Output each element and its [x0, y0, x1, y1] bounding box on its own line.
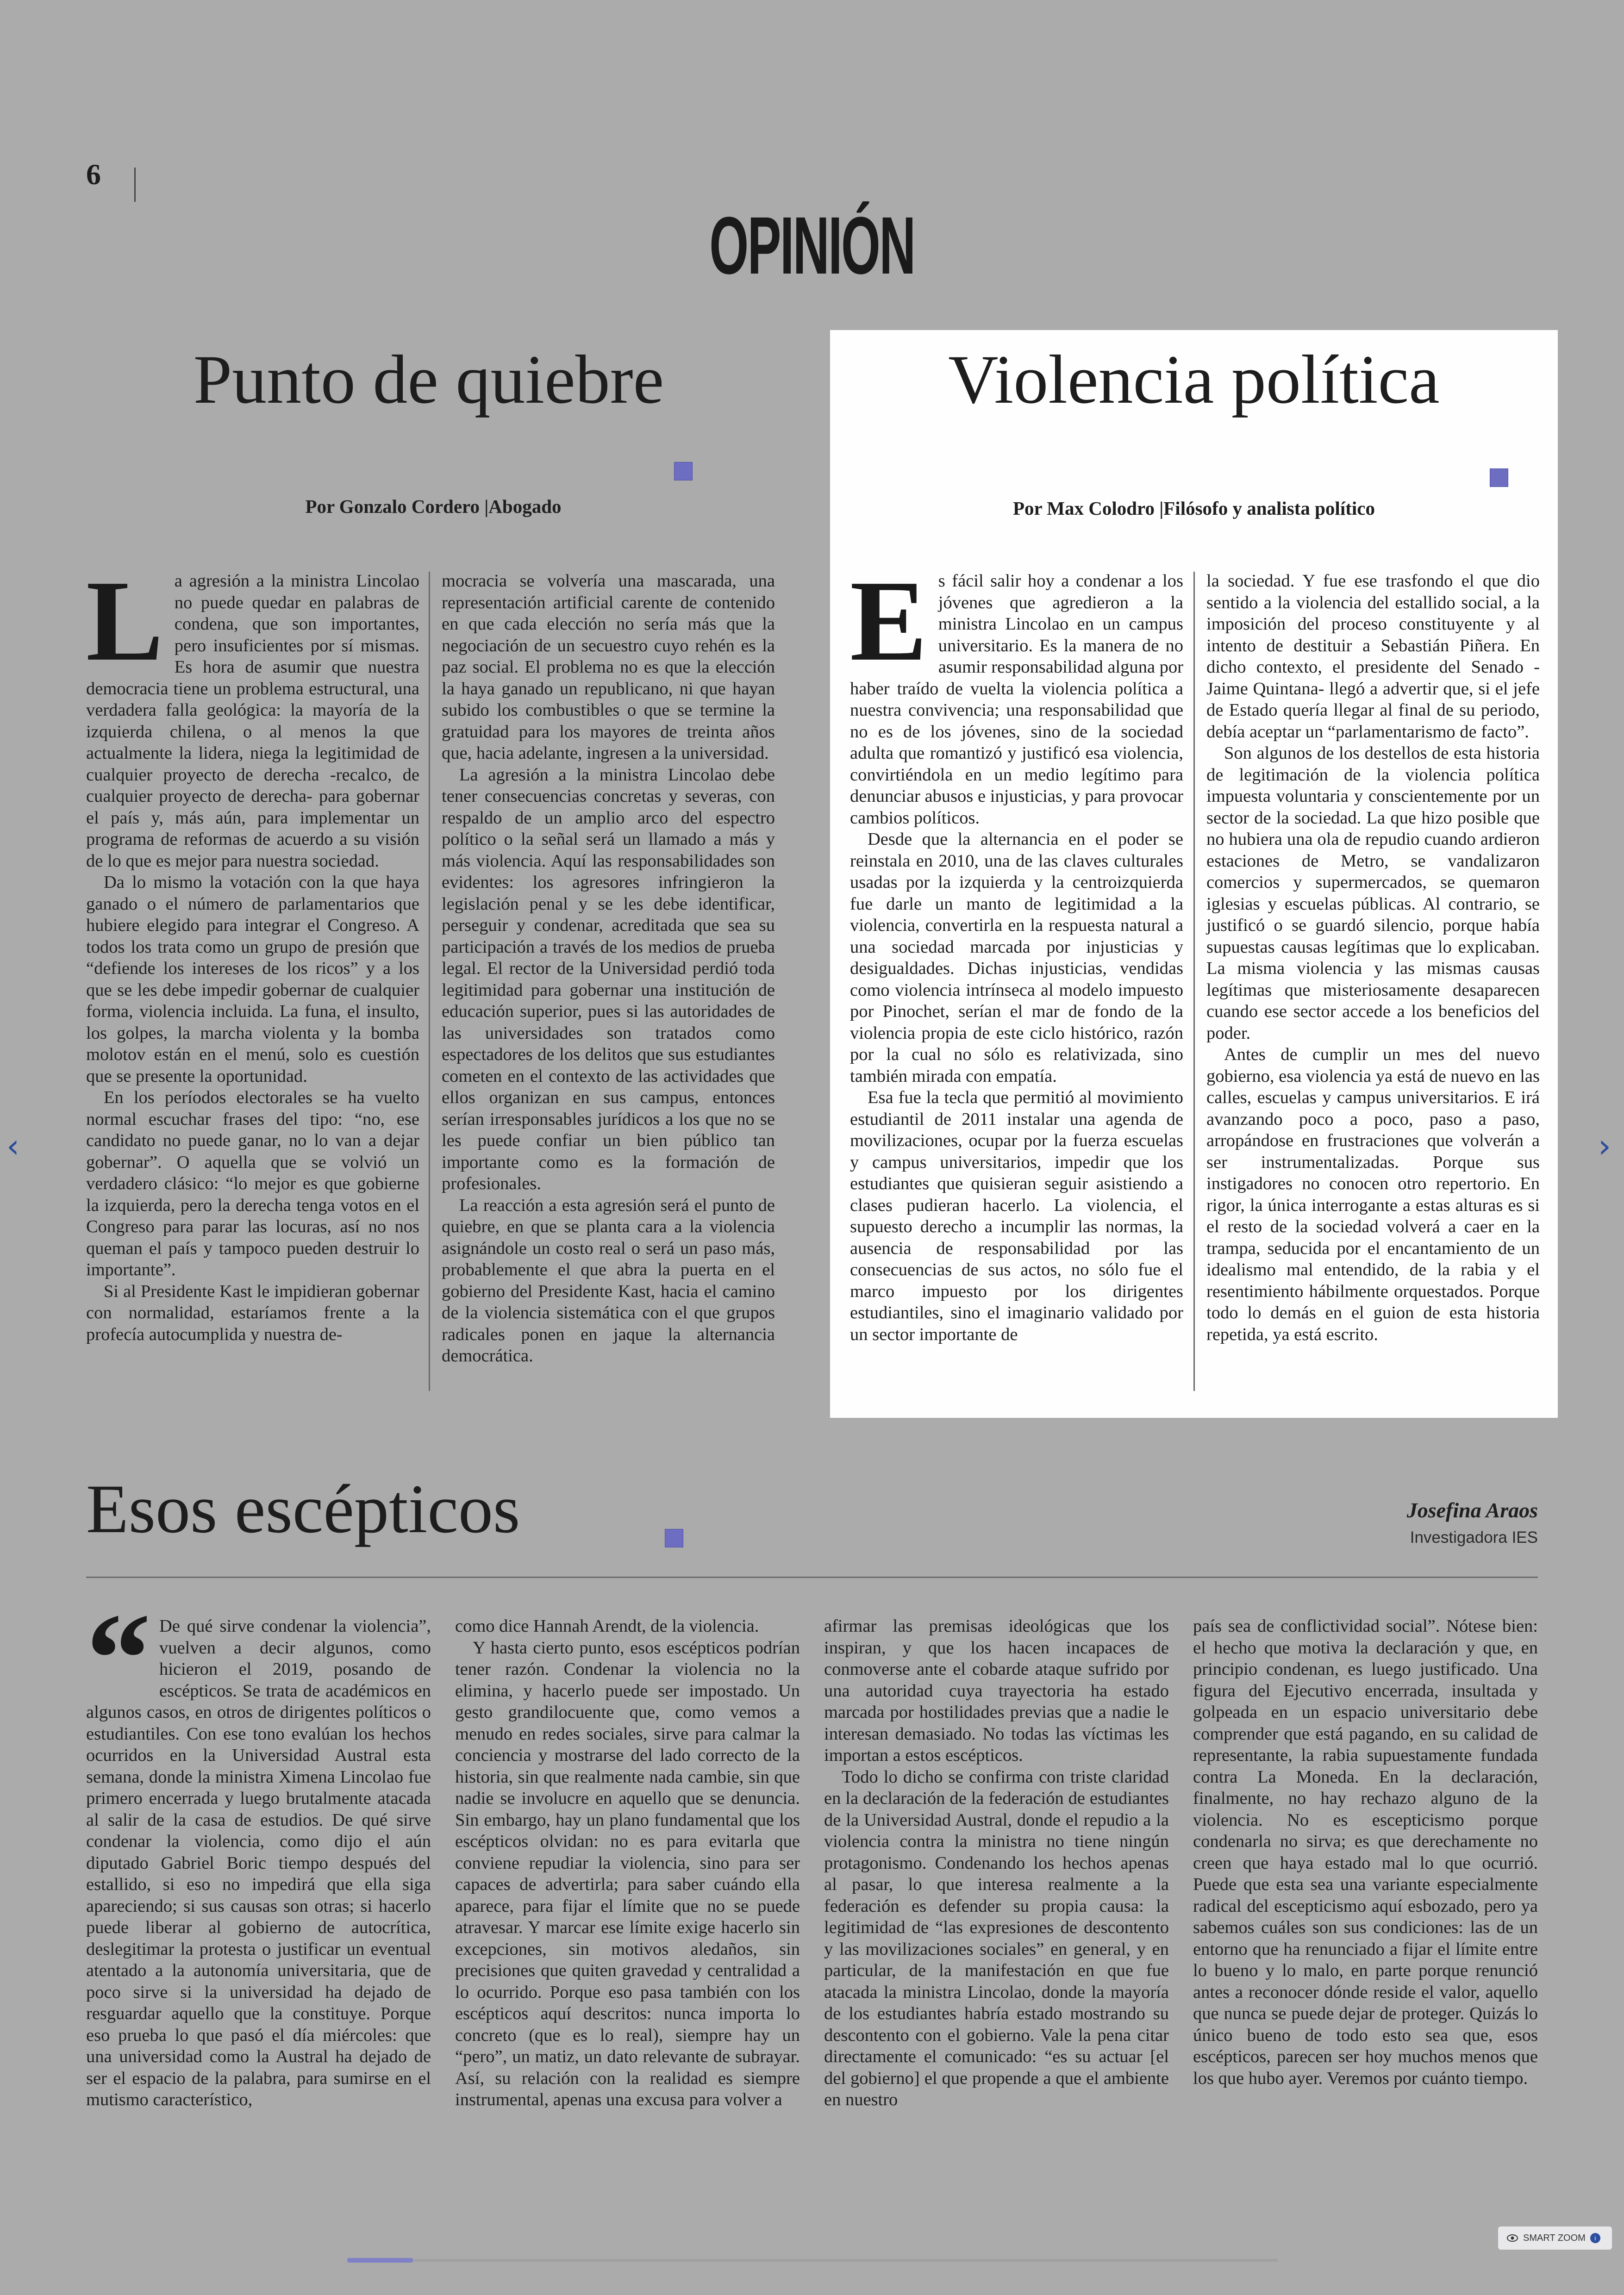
- column-divider: [1193, 572, 1195, 1391]
- paragraph: Antes de cumplir un mes del nuevo gobierno, esa violencia ya está de nuevo en las calles, escuelas y campus universitarios. E irá avanzando poco a poco, paso a paso, arropándose en frustraciones que volverán a ser instrumentalizadas. Porque sus instigadores no conocen otro repertorio. En rigor, la única interrogante a estas alturas es si el resto de la sociedad volverá a caer en la trampa, seducida por el encantamiento de un idealismo mal entendido, de la rabia y el resentimiento hábilmente orquestados. Porque todo lo demás en el guion de esta historia repetida, ya está escrito.: [1206, 1045, 1540, 1344]
- drop-cap: E: [850, 557, 927, 685]
- scroll-thumb[interactable]: [347, 2258, 413, 2263]
- left-article-column-2: [442, 570, 775, 1367]
- paragraph: Si al Presidente Kast le impidieran gobernar con normalidad, estaríamos frente a la profecía autocumplida y nuestra de-: [86, 1281, 419, 1344]
- paragraph: Son algunos de los destellos de esta historia de legitimación de la violencia política impuesta voluntaria y conscientemente por un sector de la sociedad. La que hizo posible que no hubiera una ola de repudio cuando ardieron estaciones de Metro, se vandalizaron comercios y supermercados, se quemaron iglesias y escuelas públicas. Al contrario, se justificó o se guardó silencio, porque había supuestas causas legítimas que lo explicaban. La misma violencia y las mismas causas legítimas que misteriosamente desaparecen cuando ese sector accede a los beneficios del poder.: [1206, 743, 1540, 1043]
- bottom-article-column-1: [86, 1586, 431, 2111]
- left-article-byline: Por Gonzalo Cordero |Abogado: [305, 496, 562, 517]
- right-article-column-2: [1206, 570, 1540, 1345]
- paragraph: a agresión a la ministra Lincolao no puede quedar en palabras de condena, que son importantes, pero insuficientes por sí mismas. Es hora de asumir que nuestra democracia tiene un problema estructural, una verdadera falla geológica: la mayoría de la izquierda chilena, o al menos la que actualmente la lidera, niega la legitimidad de cualquier proyecto de derecha -recalco, de cualquier proyecto de derecha- para gobernar el país y, más aún, para implementar un programa de reformas de acuerdo a su visión de lo que es mejor para nuestra sociedad.: [86, 571, 419, 871]
- info-badge: i: [1590, 2233, 1600, 2243]
- paragraph: Da lo mismo la votación con la que haya ganado o el número de parlamentarios que hubiere elegido para integrar el Congreso. A todos los trata como un grupo de presión que “defiende los intereses de los ricos” y a los que se les debe impedir gobernar de cualquier forma, violencia incluida. La funa, el insulto, los golpes, la marcha violenta y la bomba molotov están en el menú, solo es cuestión que se presente la oportunidad.: [86, 873, 419, 1086]
- bottom-article-column-2: [455, 1615, 800, 2111]
- paragraph: país sea de conflictividad social”. Nótese bien: el hecho que motiva la declaración y que, en principio condenan, es luego justificado. Una figura del Ejecutivo encerrada, insultada y golpeada en un espacio universitario debe comprender que está pagando, en su calidad de representante, la rabia supuestamente fundada contra La Moneda. En la declaración, finalmente, no hay rechazo alguno de la violencia. No es escepticismo porque condenarla no sirva; es que derechamente no creen que haya estado mal lo que ocurrió. Puede que esta sea una variante especialmente radical del escepticismo aquí esbozado, pero ya sabemos cuáles son sus condiciones: las de un entorno que ha renunciado a fijar el límite entre lo bueno y lo malo, en parte porque renunció antes a reconocer dónde reside el valor, aquello que nunca se puede dejar de proteger. Quizás lo único bueno de todo esto sea que, esos escépticos, parecen ser hoy muchos menos que los que hubo ayer. Veremos por cuánto tiempo.: [1193, 1616, 1538, 2088]
- opening-quote-mark: “: [86, 1586, 151, 1730]
- next-page-arrow-icon[interactable]: ›: [1598, 1127, 1611, 1165]
- paragraph: Todo lo dicho se confirma con triste claridad en la declaración de la federación de estudiantes de la Universidad Austral, donde el repudio a la violencia contra la ministra no tiene ningún protagonismo. Condenando los hechos apenas al pasar, lo que interesa realmente a la federación es defender su propia causa: la legitimidad de “las expresiones de descontento y las movilizaciones sociales” en general, y en particular, de la manifestación en que fue atacada la ministra Lincolao, donde la mayoría de los estudiantes habría estado mostrando su descontento con el gobierno. Vale la pena citar directamente el comunicado: “es su actuar [el del gobierno] el que propende a que el ambiente en nuestro: [824, 1767, 1169, 2109]
- bottom-article-author: Josefina Araos: [1406, 1498, 1538, 1522]
- article-marker-right[interactable]: [1490, 468, 1508, 487]
- eye-icon: [1506, 2234, 1518, 2242]
- paragraph: afirmar las premisas ideológicas que los inspiran, y que los hacen incapaces de conmoverse ante el cobarde ataque sufrido por una autoridad cuya trayectoria ha estado marcada por hostilidades previas que a nadie le interesan demasiado. No todas las víctimas les importan a estos escépticos.: [824, 1616, 1169, 1765]
- left-article-title: Punto de quiebre: [193, 341, 664, 418]
- bottom-article-column-3: [824, 1615, 1169, 2111]
- bottom-article-author-role: Investigadora IES: [1410, 1528, 1538, 1547]
- paragraph: La reacción a esta agresión será el punto de quiebre, en que se planta cara a la violencia asignándole un costo real o será un paso más, probablemente el que abra la puerta en el gobierno del Presidente Kast, hacia el camino de la violencia sistemática con el que grupos radicales ponen en jaque la alternancia democrática.: [442, 1195, 775, 1366]
- drop-cap: L: [86, 557, 163, 685]
- paragraph: En los períodos electorales se ha vuelto normal escuchar frases del tipo: “no, ese candidato no puede ganar, no lo van a dejar gobernar”. O aquella que se volvió un verdadero clásico: “lo mejor es que gobierne la izquierda, pero la derecha tenga votos en el Congreso para parar las locuras, así no nos queman el país y tampoco pueden destruir lo importante”.: [86, 1088, 419, 1279]
- paragraph: La agresión a la ministra Lincolao debe tener consecuencias concretas y severas, con respaldo de un amplio arco del espectro político o la señal será un llamado a más y más violencia. Aquí las responsabilidades son evidentes: los agresores infringieron la legislación penal y se les debe identificar, perseguir y condenar, acreditada que sea su participación a través de los medios de prueba legal. El rector de la Universidad perdió toda legitimidad para gobernar una institución de educación superior, pues si las autoridades de las universidades son tratados como espectadores de los delitos que sus estudiantes cometen en el contexto de las actividades que ellos organizan en sus campus, entonces serían irresponsables jurídicos a los que no se les puede confiar un bien público tan importante como es la formación de profesionales.: [442, 765, 775, 1193]
- article-marker-bottom[interactable]: [665, 1529, 683, 1547]
- paragraph: Desde que la alternancia en el poder se reinstala en 2010, una de las claves culturales usadas por la izquierda y la centroizquierda fue darle un manto de legitimidad a la violencia, convertirla en la respuesta natural a una sociedad marcada por injusticias y desigualdades. Dichas injusticias, vendidas como violencia intrínseca al modelo impuesto por Pinochet, serían el mar de fondo de la violencia propia de este ciclo histórico, razón por la cual no sólo es relativizada, sino también mirada con empatía.: [850, 829, 1183, 1086]
- bottom-article-title: Esos escépticos: [86, 1471, 520, 1547]
- page-number: 6: [86, 158, 101, 191]
- scroll-track[interactable]: [347, 2259, 1278, 2262]
- article-marker-left[interactable]: [674, 462, 693, 480]
- prev-page-arrow-icon[interactable]: ‹: [6, 1127, 19, 1165]
- smart-zoom-label: SMART ZOOM: [1523, 2233, 1586, 2243]
- section-title: OPINIÓN: [709, 200, 915, 291]
- paragraph: De qué sirve condenar la violencia”, vuelven a decir algunos, como hicieron el 2019, posando de escépticos. Se trata de académicos en algunos casos, en otros de dirigentes políticos o estudiantiles. Con ese tono evalúan los hechos ocurridos en la Universidad Austral esta semana, donde la ministra Ximena Lincolao fue primero encerrada y luego brutalmente atacada al salir de la casa de estudios. De qué sirve condenar la violencia, como dijo el aún diputado Gabriel Boric tiempo después del estallido, si eso no impedirá que ella siga apareciendo; si sus causas son otras; si hacerlo puede liberar al gobierno de autocrítica, deslegitimar la protesta o justificar un eventual atentado a la autonomía universitaria, que de poco sirve si la universidad ha dejado de resguardar aquello que la constituye. Porque eso prueba lo que pasó el día miércoles: que una universidad como la Austral ha dejado de ser el espacio de la palabra, para sumirse en el mutismo característico,: [86, 1616, 431, 2109]
- paragraph: la sociedad. Y fue ese trasfondo el que dio sentido a la violencia del estallido social, a la imposición del proceso constituyente y al intento de destituir a Sebastián Piñera. En dicho contexto, el presidente del Senado -Jaime Quintana- llegó a advertir que, si el jefe de Estado quería llegar al final de su periodo, debía aceptar un “parlamentarismo de facto”.: [1206, 571, 1540, 742]
- paragraph: Y hasta cierto punto, esos escépticos podrían tener razón. Condenar la violencia no la elimina, y hacerlo puede ser impostado. Un gesto grandilocuente que, como vemos a menudo en redes sociales, sirve para calmar la conciencia y mostrarse del lado correcto de la historia, sin que realmente nada cambie, sin que nadie se involucre en aquello que se denuncia. Sin embargo, hay un plano fundamental que los escépticos olvidan: no es para evitarla que conviene repudiar la violencia, sino para ser capaces de advertirla; para saber cuándo ella aparece, para fijar el límite que no se puede atravesar. Y marcar ese límite exige hacerlo sin excepciones, sin motivos aledaños, sin precisiones que quiten gravedad y centralidad a lo ocurrido. Porque eso pasa también con los escépticos aquí descritos: nunca importa lo concreto (que es lo real), siempre hay un “pero”, un matiz, un dato relevante de subrayar. Así, su relación con la realidad es siempre instrumental, apenas una excusa para volver a: [455, 1638, 800, 2109]
- paragraph: mocracia se volvería una mascarada, una representación artificial carente de contenido en que cada elección no sería más que la negociación de un secuestro cuyo rehén es la paz social. El problema no es que la elección la haya ganado un republicano, ni que hayan subido los combustibles o que se termine la gratuidad para los mayores de treinta años que, hacia adelante, ingresen a la universidad.: [442, 571, 775, 763]
- right-article-byline: Por Max Colodro |Filósofo y analista político: [1013, 498, 1375, 519]
- right-article-column-1: [850, 557, 1183, 1345]
- left-article-column-1: [86, 557, 419, 1345]
- bottom-article-rule: [86, 1577, 1538, 1578]
- column-divider: [429, 572, 430, 1391]
- page-number-divider: [134, 168, 136, 202]
- right-article-title: Violencia política: [948, 341, 1440, 418]
- paragraph: Esa fue la tecla que permitió al movimiento estudiantil de 2011 instalar una agenda de movilizaciones, ocupar por la fuerza escuelas y campus universitarios, impedir que los estudiantes que quisieran seguir asistiendo a clases pudieran hacerlo. La violencia, el supuesto derecho a incumplir las normas, la ausencia de responsabilidad por las consecuencias de sus actos, no sólo fue el marco impuesto por los dirigentes estudiantiles, sino el imaginario validado por un sector importante de: [850, 1088, 1183, 1344]
- smart-zoom-button[interactable]: [1498, 2226, 1612, 2250]
- paragraph: s fácil salir hoy a condenar a los jóvenes que agredieron a la ministra Lincolao en un campus universitario. Es la manera de no asumir responsabilidad alguna por haber traído de vuelta la violencia política a nuestra convivencia; una responsabilidad que no es de los jóvenes, sino de la sociedad adulta que romantizó y justificó esa violencia, convirtiéndola en un medio legítimo para denunciar abusos e injusticias, y para provocar cambios políticos.: [850, 571, 1183, 828]
- paragraph: como dice Hannah Arendt, de la violencia.: [455, 1616, 759, 1636]
- bottom-article-column-4: [1193, 1615, 1538, 2089]
